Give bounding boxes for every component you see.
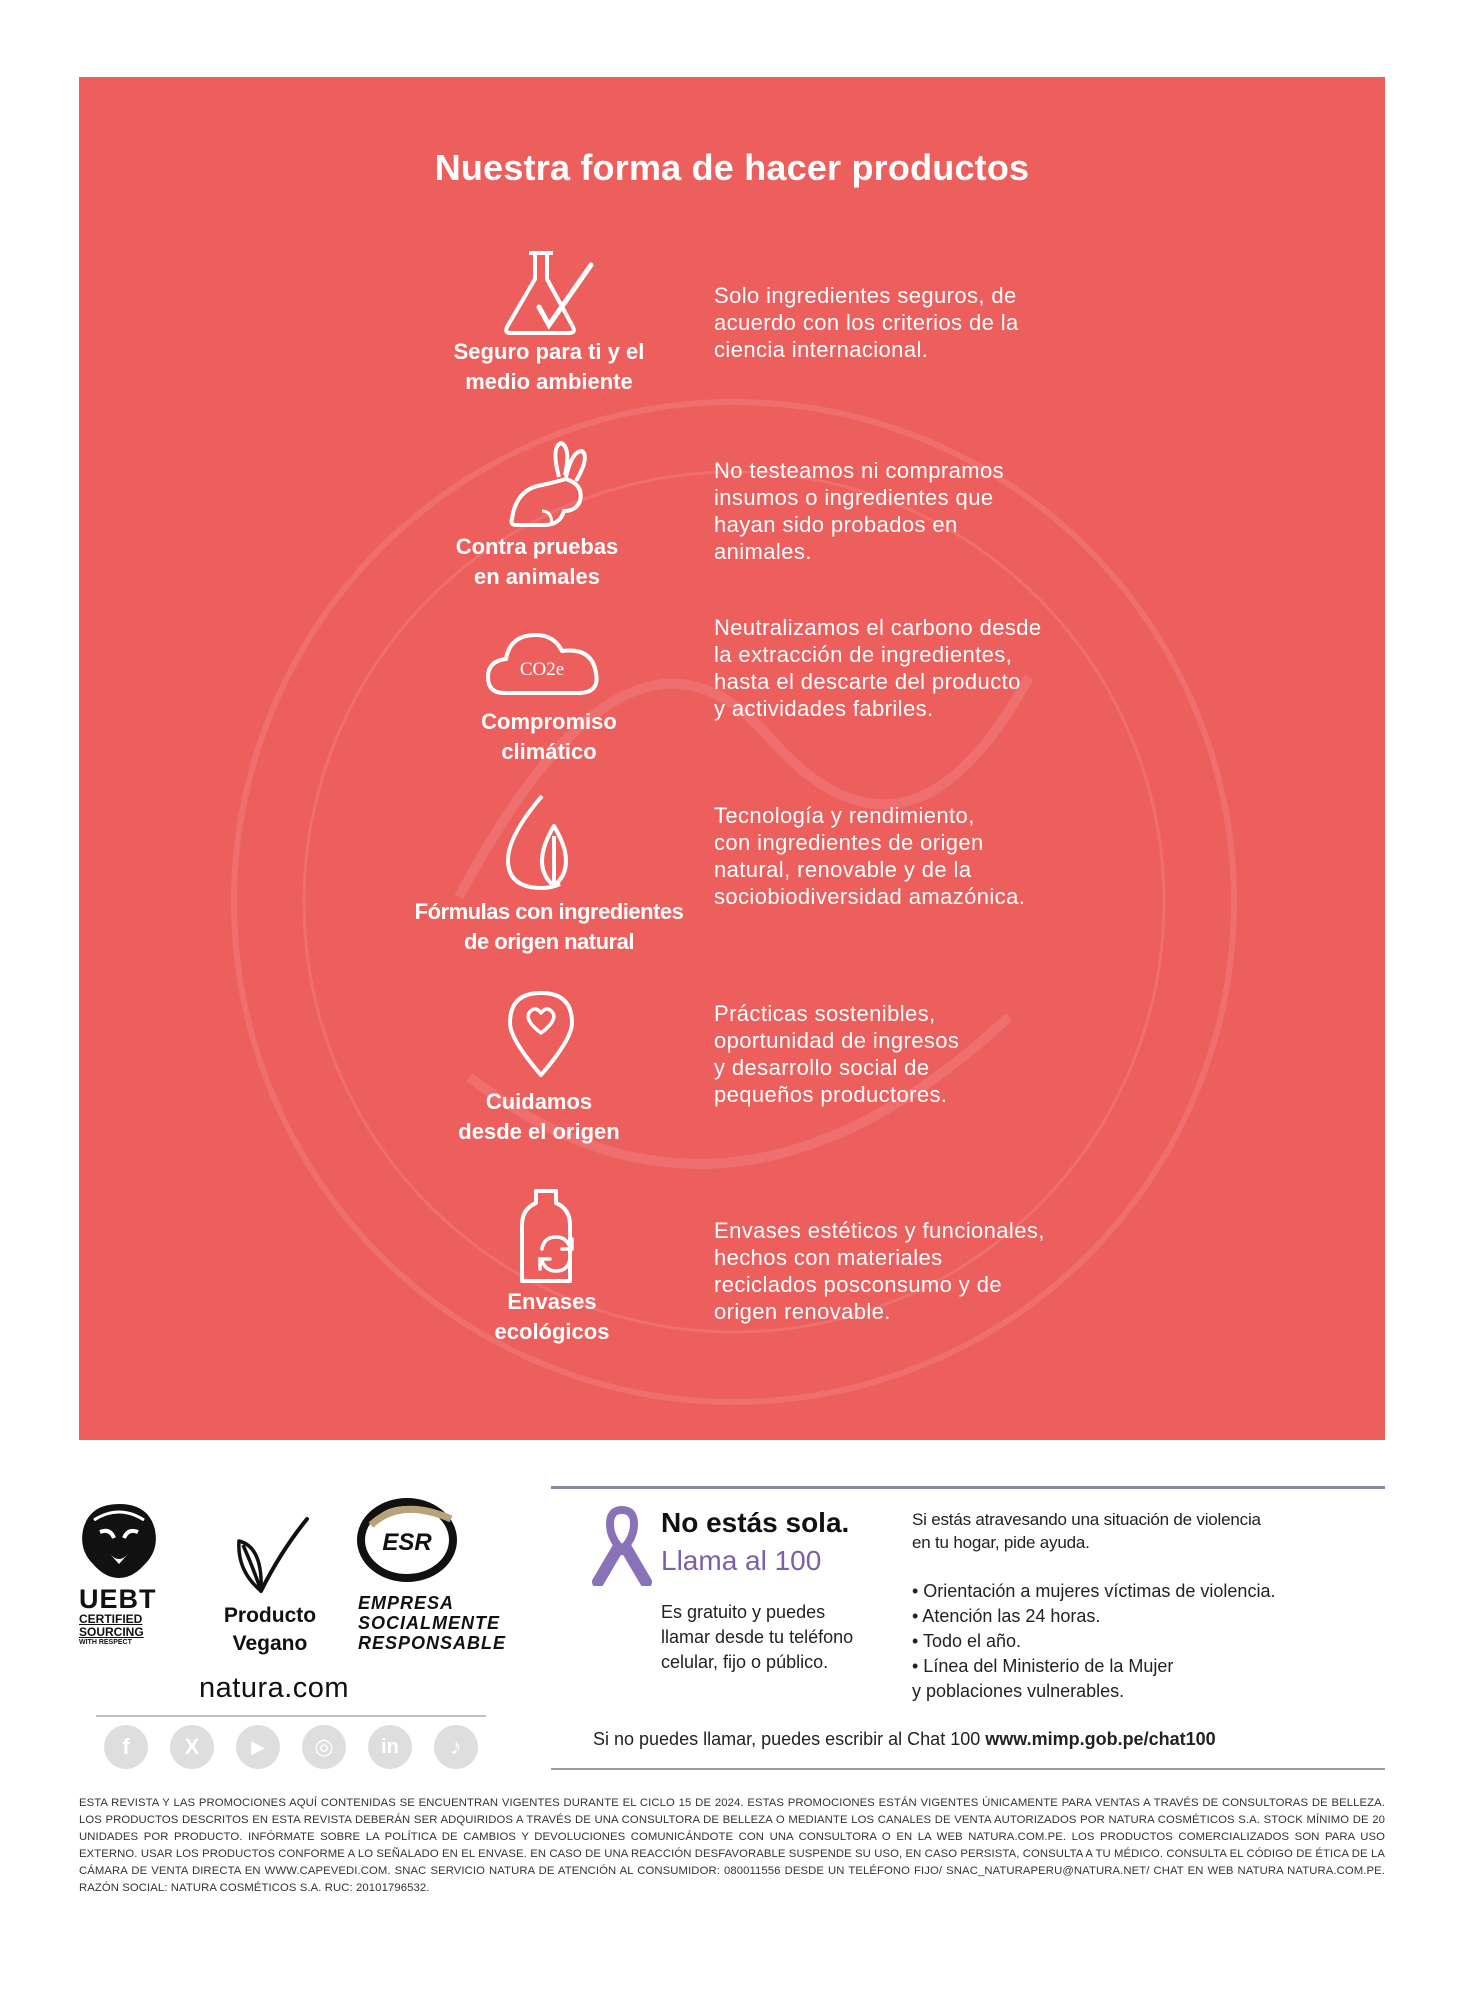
feature-description: No testeamos ni compramos insumos o ingredientes que hayan sido probados en animales. xyxy=(714,458,1004,564)
feature-label: Seguro para ti y el medio ambiente xyxy=(453,339,645,394)
heart-pin-icon xyxy=(506,989,576,1079)
esr-label: EMPRESA SOCIALMENTE RESPONSABLE xyxy=(358,1593,507,1653)
feature-description: Neutralizamos el carbono desde la extracción de ingredientes, hasta el descarte del producto y actividades fabriles. xyxy=(714,615,1042,721)
helpline-intro: Si estás atravesando una situación de violencia en tu hogar, pide ayuda. xyxy=(912,1510,1261,1552)
uebt-sourcing-text: SOURCING xyxy=(79,1625,144,1639)
helpline-bullets xyxy=(912,1579,1275,1704)
youtube-icon[interactable]: ▶ xyxy=(236,1725,280,1769)
feature-description: Envases estéticos y funcionales, hechos con materiales reciclados posconsumo y de origen renovable. xyxy=(714,1218,1045,1324)
instagram-icon[interactable]: ◎ xyxy=(302,1725,346,1769)
helpline-note: Es gratuito y puedes llamar desde tu teléfono celular, fijo o público. xyxy=(661,1602,854,1672)
esr-logo-icon xyxy=(355,1495,460,1585)
feature-label: Cuidamos desde el origen xyxy=(458,1089,620,1144)
recycle-bottle-icon xyxy=(516,1187,586,1287)
uebt-lion-icon xyxy=(80,1502,158,1580)
website-link[interactable]: natura.com xyxy=(199,1672,350,1704)
feature-description: Tecnología y rendimiento, con ingredientes de origen natural, renovable y de la sociobiodiversidad amazónica. xyxy=(714,803,1026,909)
helpline-title: No estás sola. xyxy=(661,1507,850,1538)
x-icon[interactable]: X xyxy=(170,1725,214,1769)
chat-line xyxy=(593,1729,1216,1750)
feature-label: Compromiso climático xyxy=(481,709,617,764)
flask-check-icon xyxy=(499,249,599,337)
uebt-respect-text: WITH RESPECT xyxy=(79,1639,132,1646)
rabbit-icon xyxy=(504,437,599,532)
helpline-call: Llama al 100 xyxy=(661,1545,822,1576)
list-item: • Todo el año. xyxy=(912,1631,1022,1651)
panel-title: Nuestra forma de hacer productos xyxy=(434,147,1030,188)
facebook-icon[interactable]: f xyxy=(104,1725,148,1769)
vegan-label: Producto Vegano xyxy=(223,1604,317,1655)
feature-description: Prácticas sostenibles, oportunidad de ingresos y desarrollo social de pequeños productores. xyxy=(714,1001,960,1107)
list-item: • Orientación a mujeres víctimas de violencia. xyxy=(912,1581,1276,1601)
chat-text: Si no puedes llamar, puedes escribir al Chat 100 xyxy=(593,1729,986,1749)
uebt-main-text: UEBT xyxy=(79,1584,157,1614)
feature-label: Envases ecológicos xyxy=(494,1289,610,1344)
feature-description: Solo ingredientes seguros, de acuerdo con los criterios de la ciencia internacional. xyxy=(714,283,1019,362)
tiktok-icon[interactable]: ♪ xyxy=(434,1725,478,1769)
uebt-certified-text: CERTIFIED xyxy=(79,1612,143,1626)
list-item: • Atención las 24 horas. xyxy=(912,1606,1101,1626)
feature-natural-formulas xyxy=(79,792,1385,982)
feature-eco-packaging xyxy=(79,1187,1385,1387)
list-item: • Línea del Ministerio de la Mujer y poblaciones vulnerables. xyxy=(912,1656,1174,1701)
red-panel xyxy=(79,77,1385,1440)
vegan-leaf-icon xyxy=(235,1515,310,1595)
leaf-drop-icon xyxy=(504,792,584,892)
co2e-cloud-icon xyxy=(484,621,609,701)
feature-origin-care xyxy=(79,987,1385,1177)
legal-disclaimer: ESTA REVISTA Y LAS PROMOCIONES AQUÍ CONTENIDAS SE ENCUENTRAN VIGENTES DURANTE EL CICLO 15 DE 2024. ESTAS PROMOCIONES ESTÁN VIGENTES ÚNICAMENTE PARA VENTAS A TRAVÉS DE CONSULTORAS DE BELLEZA. LOS PRODUCTOS DESCRITOS EN ESTA REVISTA DEBERÁN SER ADQUIRIDOS A TRAVÉS DE UNA CONSULTORA DE BELLEZA O MEDIANTE LOS CANALES DE VENTA AUTORIZADOS POR NATURA COSMÉTICOS S.A. STOCK MÍNIMO DE 20 UNIDADES POR PRODUCTO. INFÓRMATE SOBRE LA POLÍTICA DE CAMBIOS Y DEVOLUCIONES COMUNICÁNDOTE CON UNA CONSULTORA O EN LA WEB NATURA.COM.PE. LOS PRODUCTOS COMERCIALIZADOS SON PARA USO EXTERNO. USAR LOS PRODUCTOS CONFORME A LO SEÑALADO EN EL ENVASE. EN CASO DE UNA REACCIÓN DESFAVORABLE SUSPENDE SU USO, EN CASO PERSISTA, CONSULTA A TU MÉDICO. CONSULTA EL CÓDIGO DE ÉTICA DE LA CÁMARA DE VENTA DIRECTA EN WWW.CAPEVEDI.COM. SNAC SERVICIO NATURA DE ATENCIÓN AL CONSUMIDOR: 080011556 DESDE UN TELÉFONO FIJO/ SNAC_NATURAPERU@NATURA.NET/ CHAT EN WEB NATURA NATURA.COM.PE. RAZÓN SOCIAL: NATURA COSMÉTICOS S.A. RUC: 20101796532. xyxy=(79,1797,1385,1894)
helpline-top-rule xyxy=(551,1486,1385,1489)
awareness-ribbon-icon xyxy=(592,1506,652,1586)
feature-label: Contra pruebas en animales xyxy=(455,534,619,589)
co2e-icon-text: CO2e xyxy=(519,659,565,680)
feature-climate xyxy=(79,617,1385,787)
feature-safe xyxy=(79,247,1385,437)
esr-badge-text: ESR xyxy=(382,1529,432,1556)
feature-cruelty-free xyxy=(79,432,1385,612)
helpline-bottom-rule xyxy=(551,1768,1385,1770)
uebt-logo-text xyxy=(79,1585,157,1647)
divider xyxy=(96,1715,486,1717)
chat-url-link[interactable]: www.mimp.gob.pe/chat100 xyxy=(985,1729,1216,1749)
linkedin-icon[interactable]: in xyxy=(368,1725,412,1769)
feature-label: Fórmulas con ingredientes de origen natural xyxy=(414,899,684,954)
